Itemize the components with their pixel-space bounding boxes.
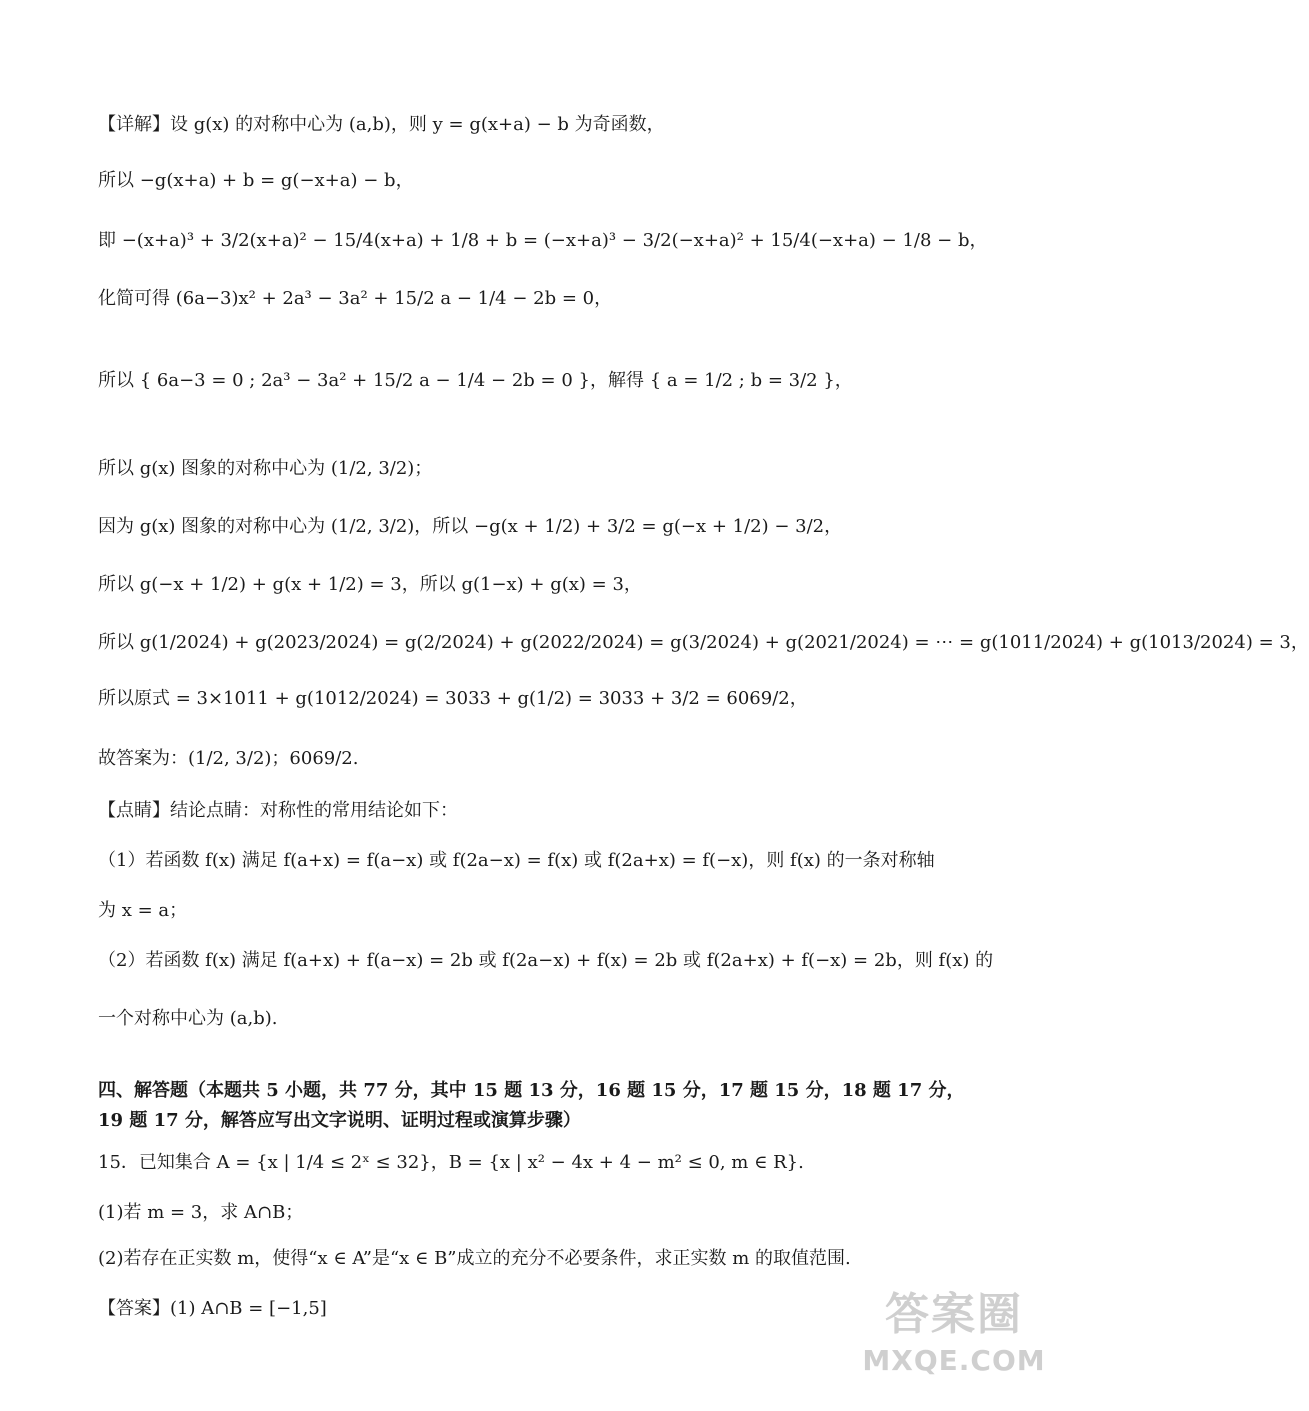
solution-line-1: 【详解】设 g(x) 的对称中心为 (a,b)，则 y = g(x+a) − b 为奇函数， (98, 114, 665, 135)
solution-final-answer: 故答案为：(1/2, 3/2)；6069/2. (98, 748, 359, 769)
site-watermark (854, 1287, 1054, 1397)
problem-15-question-2: (2)若存在正实数 m，使得“x ∈ A”是“x ∈ B”成立的充分不必要条件，求正实数 m 的取值范围. (98, 1248, 851, 1269)
remark-item-2-line-1: （2）若函数 f(x) 满足 f(a+x) + f(a−x) = 2b 或 f(2a−x) + f(x) = 2b 或 f(2a+x) + f(−x) = 2b，则 f(x) 的 (98, 950, 994, 971)
solution-line-8: 所以 g(−x + 1/2) + g(x + 1/2) = 3，所以 g(1−x) + g(x) = 3， (98, 574, 642, 595)
section-heading: 四、解答题（本题共 5 小题，共 77 分，其中 15 题 13 分，16 题 15 分，17 题 15 分，18 题 17 分，19 题 17 分，解答应写出文字说明、证明过程或演算步骤） (98, 1080, 965, 1131)
solution-line-4: 化简可得 (6a−3)x² + 2a³ − 3a² + 15/2 a − 1/4 − 2b = 0， (98, 288, 613, 309)
problem-15-question-1: (1)若 m = 3，求 A∩B； (98, 1202, 304, 1223)
solution-line-2: 所以 −g(x+a) + b = g(−x+a) − b， (98, 170, 414, 191)
solution-line-3: 即 −(x+a)³ + 3/2(x+a)² − 15/4(x+a) + 1/8 + b = (−x+a)³ − 3/2(−x+a)² + 15/4(−x+a) − 1/8 − b， (98, 230, 988, 251)
remark-item-2-line-2: 一个对称中心为 (a,b). (98, 1008, 278, 1029)
watermark-logo: 答案圈 (885, 1289, 1023, 1340)
problem-15-statement: 15．已知集合 A = {x | 1/4 ≤ 2ˣ ≤ 32}，B = {x | x² − 4x + 4 − m² ≤ 0, m ∈ R}. (98, 1152, 804, 1173)
problem-15-answer: 【答案】(1) A∩B = [−1,5] (98, 1298, 327, 1319)
solution-line-6: 所以 g(x) 图象的对称中心为 (1/2, 3/2)； (98, 458, 433, 479)
solution-system-line: 所以 { 6a−3 = 0 ; 2a³ − 3a² + 15/2 a − 1/4 − 2b = 0 }，解得 { a = 1/2 ; b = 3/2 }， (98, 370, 853, 391)
remark-item-1-line-1: （1）若函数 f(x) 满足 f(a+x) = f(a−x) 或 f(2a−x) = f(x) 或 f(2a+x) = f(−x)，则 f(x) 的一条对称轴 (98, 850, 935, 871)
remark-item-1-line-2: 为 x = a； (98, 900, 188, 921)
solution-line-7: 因为 g(x) 图象的对称中心为 (1/2, 3/2)，所以 −g(x + 1/2) + 3/2 = g(−x + 1/2) − 3/2， (98, 516, 843, 537)
watermark-url: MXQE.COM (862, 1344, 1046, 1377)
remark-heading: 【点睛】结论点睛：对称性的常用结论如下： (98, 800, 458, 821)
solution-line-9: 所以 g(1/2024) + g(2023/2024) = g(2/2024) + g(2022/2024) = g(3/2024) + g(2021/2024) = ⋯ = g(1011/2024) + g(1013/2024) = 3， (98, 632, 1309, 653)
solution-line-10: 所以原式 = 3×1011 + g(1012/2024) = 3033 + g(1/2) = 3033 + 3/2 = 6069/2， (98, 688, 808, 709)
